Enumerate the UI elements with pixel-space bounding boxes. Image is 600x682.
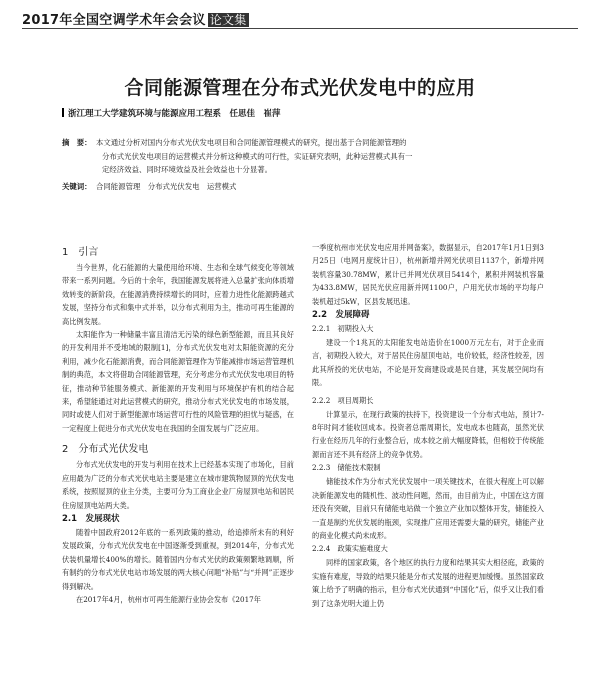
- header-rule: [22, 28, 578, 29]
- author-line: [62, 107, 281, 119]
- intro-paragraph-2: 太阳能作为一种储量丰富且清洁无污染的绿色新型能源，而且其良好的开发利用并不受地域的限制[1]，分布式光伏发电对太阳能资源的充分利用，减少化石能源消费，而合同能源管理作为节能减排市场运营管理机制的典范，本文将借助合同能源管理，充分考虑分布式光伏发电项目的特征，推动种节能服务模式、新能源的开发利用与环境保护有机的结合起来，希望能通过对此运营模式的研究，推动分布式光伏发电的市场发展，同时或使人们对于新型能源市场运营可行性的风险管理的担忧与疑惑，在一定程度上促进分布式光伏发电在我国的全面发展与广泛应用。: [62, 330, 294, 433]
- investment-paragraph: 建设一个1兆瓦的太阳能发电站造价在1000万元左右，对于企业而言，初期投入较大，对于居民住房屋顶电站，电价较低，经济性较差，因此其所投的光伏电站，不论是开发商建设或是民自建，其发展空间均有限。: [312, 338, 544, 388]
- keywords-text: 合同能源管理 分布式光伏发电 运营模式: [96, 182, 237, 191]
- paper-title: 合同能源管理在分布式光伏发电中的应用: [124, 77, 476, 99]
- conference-name: 2017年全国空调学术年会会议: [22, 13, 206, 28]
- left-column: [62, 245, 294, 606]
- status-paragraph-2: 在2017年4月，杭州市可再生能源行业协会发布《2017年: [76, 594, 261, 604]
- keywords-label: 关键词：: [62, 182, 92, 191]
- intro-paragraph-1: 当今世界，化石能源的大量使用给环境、生态和全球气候变化等领域带来一系列问题。今后的十余年，我国能源发展将进入总量扩张向体质增效转变的新阶段，在能源消费持续增长的同时，应着力进性化能源跨越式发展，坚持分布式和集中式并举，以分布式利用为主，推动可再生能源的高比例发展。: [62, 263, 294, 326]
- proceedings-tag: 论文集: [209, 13, 247, 27]
- subsubsection-heading-investment: 2.2.1 初期投入大: [312, 324, 374, 334]
- pv-paragraph: 分布式光伏发电的开发与利用在技术上已经基本实现了市场化，目前应用最为广泛的分布式光伏电站主要是建立在城市建筑物屋顶的光伏发电系统，按照屋顶的业主分类，主要可分为工商业企业厂房屋顶电站和居民住房屋顶电站两大类。: [62, 460, 294, 510]
- author-marker: [62, 108, 64, 117]
- abstract-label: 摘 要：: [62, 138, 92, 147]
- subsubsection-heading-cycle: 2.2.2 项目周期长: [312, 395, 374, 405]
- running-header: [22, 9, 249, 28]
- right-column: [312, 241, 544, 610]
- abstract-text-1: 本文通过分析对国内分布式光伏发电项目和合同能源管理模式的研究，提出基于合同能源管理的: [96, 138, 407, 147]
- status-paragraph-1: 随着中国政府2012年底的一系列政策的推动，给追捧所未有的利好发展政策，分布式光伏发电在中国逐渐受到重视，到2014年，分布式光伏装机量增长400%的增长。随着国内分布式光伏的政策频繁地调顺，所有制约的分布式光伏电站市场发展的两大核心问题“补贴”与“并网”正逐步得到解决。: [62, 527, 294, 591]
- subsubsection-heading-policy: 2.2.4 政策实施难度大: [312, 544, 388, 554]
- storage-paragraph: 储能技术作为分布式光伏发展中一项关键技术，在很大程度上可以解决新能源发电的随机性、波动性问题，然而，由目前为止，中国在这方面还没有突破，目前只有储能电站做一个独立产业加以整体开发，储能投入一直是制约光伏发展的瓶颈，实现推广应用还需要大量的研究，储能产业的商业化模式尚未成形。: [312, 477, 544, 540]
- abstract-line-3: 定经济效益、同时环境效益及社会效益也十分显著。: [102, 165, 272, 174]
- abstract-line-2: 分布式光伏发电项目的运营模式并分析这种模式的可行性，实证研究表明，此种运营模式具有一: [102, 151, 413, 161]
- abstract: [62, 136, 548, 177]
- subsection-heading-barriers: 2.2 发展障碍: [312, 310, 370, 321]
- authors: 浙江理工大学建筑环境与能源应用工程系 任思佳 崔萍: [68, 109, 281, 119]
- abstract-line-1: [62, 136, 548, 150]
- subsubsection-heading-storage: 2.2.3 储能技术限制: [312, 463, 381, 473]
- cycle-paragraph: 计算显示，在现行政策的扶持下，投资建设一个分布式电站，预计7-8年时间才能收回成本。投资者总需周期长，发电成本也随高，虽然光伏行业在经历几年的行业整合后，成本较之前大幅度降低，但相较于传统能源而言还不具有经济上的竞争优势。: [312, 409, 544, 459]
- section-heading-pv: 2 分布式光伏发电: [62, 444, 149, 456]
- status-paragraph-continued: 一季度杭州市光伏发电应用并网备案》，数据显示，自2017年1月1日到3月25日（电网月度统计日），杭州新增并网光伏项目1137个，新增并网装机容量30.78MW，累计已并网光伏项目5414个，累积并网装机容量为433.8MW，居民光伏应用新并网1100户，户用光伏市场的平均每户装机超过5kW，区县发展迅速。: [312, 243, 544, 306]
- policy-paragraph: 同样的国家政策，各个地区的执行力度和结果其实大相径庭，政策的实施有难度，导致的结果只能是分布式发展的进程更加缓慢。虽然国家政策上给予了明确的指示，但分布式光伏通到“中国化”后，似乎又让我们看到了这条光明大道上仍: [312, 558, 544, 608]
- section-heading-intro: 1 引言: [62, 247, 99, 258]
- keywords: [62, 181, 236, 192]
- subsection-heading-status: 2.1 发展现状: [62, 513, 120, 524]
